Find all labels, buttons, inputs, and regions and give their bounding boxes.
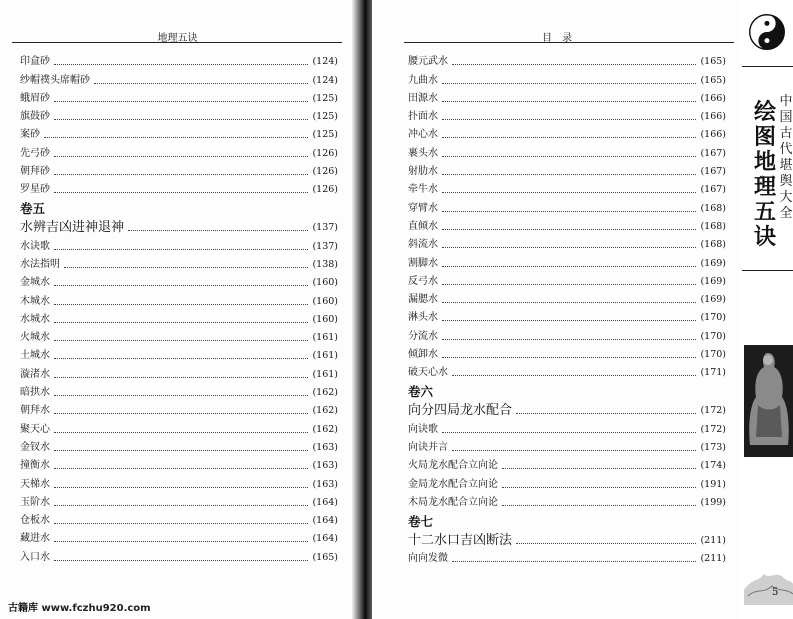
toc-entry [20,50,338,68]
toc-entry-title: 蛾眉砂 [20,92,50,104]
toc-entry-title: 向诀并言 [408,441,448,453]
toc-entry-title: 斜流水 [408,239,438,251]
toc-entry-title: 暗拱水 [20,387,50,399]
toc-entry-title: 火局龙水配合立向论 [408,460,498,472]
toc-entry-title: 罗星砂 [20,184,50,196]
dot-leader [44,137,308,138]
toc-entry-page: (168) [700,220,726,232]
toc-entry-page: (166) [700,111,726,123]
toc-entry-title: 案砂 [20,129,40,141]
toc-entry-page: (171) [700,367,726,379]
toc-entry-title: 向诀歌 [408,423,438,435]
toc-entry-title: 裹头水 [408,147,438,159]
toc-entry [20,271,338,289]
right-page [372,0,742,619]
dot-leader [452,375,696,376]
toc-entry-title: 直倾水 [408,220,438,232]
toc-entry-title: 土城水 [20,350,50,362]
toc-entry [20,454,338,472]
page-number: 5 [772,587,779,598]
toc-entry-page: (164) [312,533,338,545]
toc-entry-page: (170) [700,312,726,324]
dot-leader [54,340,308,341]
toc-entry-title: 聚天心 [20,423,50,435]
dot-leader [442,432,696,433]
toc-entry-page: (165) [312,551,338,563]
toc-entry [408,105,726,123]
toc-entry [408,50,726,68]
dot-leader [516,413,696,414]
toc-entry-title: 卷六 [408,384,434,400]
toc-entry-title: 藏进水 [20,533,50,545]
toc-entry-title: 卷七 [408,513,434,529]
toc-entry-title: 九曲水 [408,74,438,86]
toc-entry [408,491,726,509]
toc-entry [408,178,726,196]
toc-entry-page: (167) [700,184,726,196]
toc-entry-title: 水城水 [20,313,50,325]
dot-leader [54,541,308,542]
dot-leader [442,229,696,230]
toc-entry-page: (211) [700,534,726,546]
left-page [0,0,355,619]
toc-entry-title: 玉阶水 [20,496,50,508]
toc-entry-title: 朝拜砂 [20,166,50,178]
toc-entry-title: 腰元武水 [408,56,448,68]
toc-entry-page: (166) [700,92,726,104]
dot-leader [452,561,696,562]
toc-entry [20,160,338,178]
toc-entry [408,472,726,490]
toc-entry [20,142,338,160]
book-title-vertical: 绘图地理五诀 [753,99,776,250]
toc-entry-page: (169) [700,275,726,287]
toc-entry-page: (137) [312,222,338,234]
toc-entry-page: (163) [312,460,338,472]
toc-entry [408,123,726,141]
toc-entry-page: (191) [700,478,726,490]
toc-entry [408,325,726,343]
toc-entry [408,233,726,251]
toc-entry-page: (167) [700,147,726,159]
toc-entry [20,326,338,344]
toc-entry [20,546,338,564]
dot-leader [442,247,696,248]
series-title-vertical: 中国古代堪舆大全 [779,94,793,221]
toc-entry-page: (137) [312,240,338,252]
toc-entry-page: (165) [700,74,726,86]
toc-entry-title: 先弓砂 [20,147,50,159]
toc-entry-title: 冲心水 [408,129,438,141]
toc-entry-page: (125) [312,92,338,104]
toc-entry-page: (138) [312,258,338,270]
toc-entry [408,547,726,565]
toc-entry [20,105,338,123]
dot-leader [54,377,308,378]
dot-leader [54,560,308,561]
toc-entry-title: 木局龙水配合立向论 [408,496,498,508]
dot-leader [54,119,308,120]
toc-entry-page: (169) [700,294,726,306]
dot-leader [516,543,696,544]
toc-entry [20,491,338,509]
toc-entry-title: 金钗水 [20,441,50,453]
toc-entry [20,289,338,307]
landscape-illustration [744,560,793,605]
dot-leader [54,249,308,250]
toc-entry-page: (165) [700,56,726,68]
toc-entry [20,417,338,435]
dot-leader [442,83,696,84]
toc-entry [20,123,338,141]
toc-entry-title: 天梯水 [20,478,50,490]
statue-illustration [744,345,793,457]
toc-entry [20,472,338,490]
toc-entry [408,288,726,306]
toc-entry-page: (168) [700,202,726,214]
toc-entry-title: 十二水口吉凶断法 [408,532,513,548]
toc-entry-page: (168) [700,239,726,251]
toc-entry-title: 穿臂水 [408,202,438,214]
toc-entry [20,87,338,105]
toc-entry-title: 撞衡水 [20,460,50,472]
toc-entry-page: (161) [312,350,338,362]
toc-entry-page: (199) [700,496,726,508]
toc-entry-title: 水诀歌 [20,240,50,252]
toc-entry-page: (169) [700,257,726,269]
toc-entry-title: 旗鼓砂 [20,111,50,123]
toc-entry-title: 牵牛水 [408,184,438,196]
book-gutter [352,0,374,619]
toc-entry [408,361,726,379]
volume-heading [408,509,726,528]
volume-heading [408,379,726,398]
toc-entry-title: 割脚水 [408,257,438,269]
toc-entry-page: (164) [312,496,338,508]
toc-entry-page: (173) [700,441,726,453]
toc-entry-title: 金局龙水配合立向论 [408,478,498,490]
toc-entry-page: (163) [312,441,338,453]
dot-leader [442,302,696,303]
toc-entry [20,363,338,381]
dot-leader [54,304,308,305]
toc-entry-title: 仓板水 [20,515,50,527]
right-header-rule [404,42,734,43]
dot-leader [54,285,308,286]
toc-entry [20,308,338,326]
section-heading [408,528,726,547]
toc-entry-page: (124) [312,56,338,68]
toc-entry [408,142,726,160]
toc-entry [408,87,726,105]
toc-entry-page: (162) [312,387,338,399]
side-strip [742,0,793,619]
section-heading [408,398,726,417]
toc-entry-page: (172) [700,405,726,417]
toc-entry-page: (160) [312,313,338,325]
dot-leader [442,174,696,175]
dot-leader [442,266,696,267]
dot-leader [442,137,696,138]
toc-entry-page: (164) [312,515,338,527]
toc-entry [20,68,338,86]
yin-yang-icon [749,14,785,50]
dot-leader [442,320,696,321]
toc-entry-page: (125) [312,111,338,123]
left-header-rule [12,42,342,43]
dot-leader [54,64,308,65]
dot-leader [442,119,696,120]
dot-leader [452,450,696,451]
dot-leader [54,322,308,323]
dot-leader [502,468,696,469]
toc-entry-page: (125) [312,129,338,141]
toc-entry-title: 射肋水 [408,166,438,178]
toc-entry-title: 漩渚水 [20,368,50,380]
toc-entry-page: (160) [312,277,338,289]
dot-leader [54,487,308,488]
dot-leader [442,211,696,212]
dot-leader [442,339,696,340]
watermark [8,599,151,614]
dot-leader [442,192,696,193]
right-header: 目 录 [542,33,572,44]
toc-entry [408,417,726,435]
toc-entry [408,343,726,361]
dot-leader [502,505,696,506]
toc-entry [408,160,726,178]
dot-leader [94,83,308,84]
toc-entry-page: (211) [700,553,726,565]
dot-leader [54,101,308,102]
toc-entry-title: 破天心水 [408,367,448,379]
toc-entry [20,509,338,527]
toc-entry-title: 反弓水 [408,275,438,287]
toc-entry-title: 火城水 [20,332,50,344]
toc-entry [20,399,338,417]
watermark-lead: 古籍库 [8,603,38,614]
dot-leader [54,192,308,193]
toc-entry [408,251,726,269]
section-heading [20,215,338,234]
toc-entry [408,270,726,288]
dot-leader [502,487,696,488]
toc-entry [408,436,726,454]
toc-entry [408,196,726,214]
toc-entry-page: (162) [312,423,338,435]
dot-leader [128,230,308,231]
toc-entry-title: 金城水 [20,277,50,289]
dot-leader [442,156,696,157]
toc-entry-page: (166) [700,129,726,141]
toc-entry-title: 木城水 [20,295,50,307]
dot-leader [54,505,308,506]
toc-entry [20,234,338,252]
toc-entry-title: 水辨吉凶进神退神 [20,220,125,236]
toc-entry-title: 向分四局龙水配合 [408,403,513,419]
toc-entry-title: 分流水 [408,330,438,342]
toc-entry [408,306,726,324]
toc-entry-page: (161) [312,332,338,344]
toc-entry [20,381,338,399]
dot-leader [54,358,308,359]
toc-entry-title: 田源水 [408,92,438,104]
toc-entry-title: 朝拜水 [20,405,50,417]
toc-entry [408,68,726,86]
volume-heading [20,196,338,215]
toc-entry-page: (174) [700,460,726,472]
toc-entry-title: 印盒砂 [20,56,50,68]
toc-entry-page: (170) [700,330,726,342]
toc-entry-title: 入口水 [20,551,50,563]
strip-rule-top [742,66,793,67]
toc-entry-page: (170) [700,349,726,361]
dot-leader [442,101,696,102]
toc-entry-page: (126) [312,184,338,196]
dot-leader [54,156,308,157]
toc-entry-title: 倾卸水 [408,349,438,361]
left-header: 地理五诀 [157,33,198,44]
toc-entry-title: 淋头水 [408,312,438,324]
toc-entry [20,344,338,362]
dot-leader [64,267,308,268]
toc-entry-title: 纱帽襆头席帽砂 [20,74,90,86]
dot-leader [452,64,696,65]
toc-entry [408,215,726,233]
dot-leader [442,284,696,285]
toc-entry-page: (162) [312,405,338,417]
toc-entry-page: (126) [312,147,338,159]
toc-entry [20,436,338,454]
toc-entry-page: (160) [312,295,338,307]
dot-leader [54,523,308,524]
toc-entry-page: (161) [312,368,338,380]
toc-entry-title: 向向发微 [408,553,448,565]
toc-entry-page: (124) [312,74,338,86]
toc-entry [20,527,338,545]
toc-entry [20,253,338,271]
toc-entry-page: (172) [700,423,726,435]
toc-entry-title: 漏腮水 [408,294,438,306]
dot-leader [54,450,308,451]
dot-leader [54,468,308,469]
toc-entry-page: (163) [312,478,338,490]
dot-leader [54,413,308,414]
watermark-url: www.fczhu920.com [41,603,151,614]
toc-entry [20,178,338,196]
dot-leader [54,395,308,396]
toc-entry-page: (167) [700,166,726,178]
toc-entry-title: 扑面水 [408,111,438,123]
strip-rule-mid [742,270,793,271]
dot-leader [54,432,308,433]
dot-leader [54,174,308,175]
toc-entry-title: 水法指明 [20,258,60,270]
toc-entry-page: (126) [312,166,338,178]
toc-entry [408,454,726,472]
dot-leader [442,357,696,358]
toc-entry-title: 卷五 [20,201,46,217]
